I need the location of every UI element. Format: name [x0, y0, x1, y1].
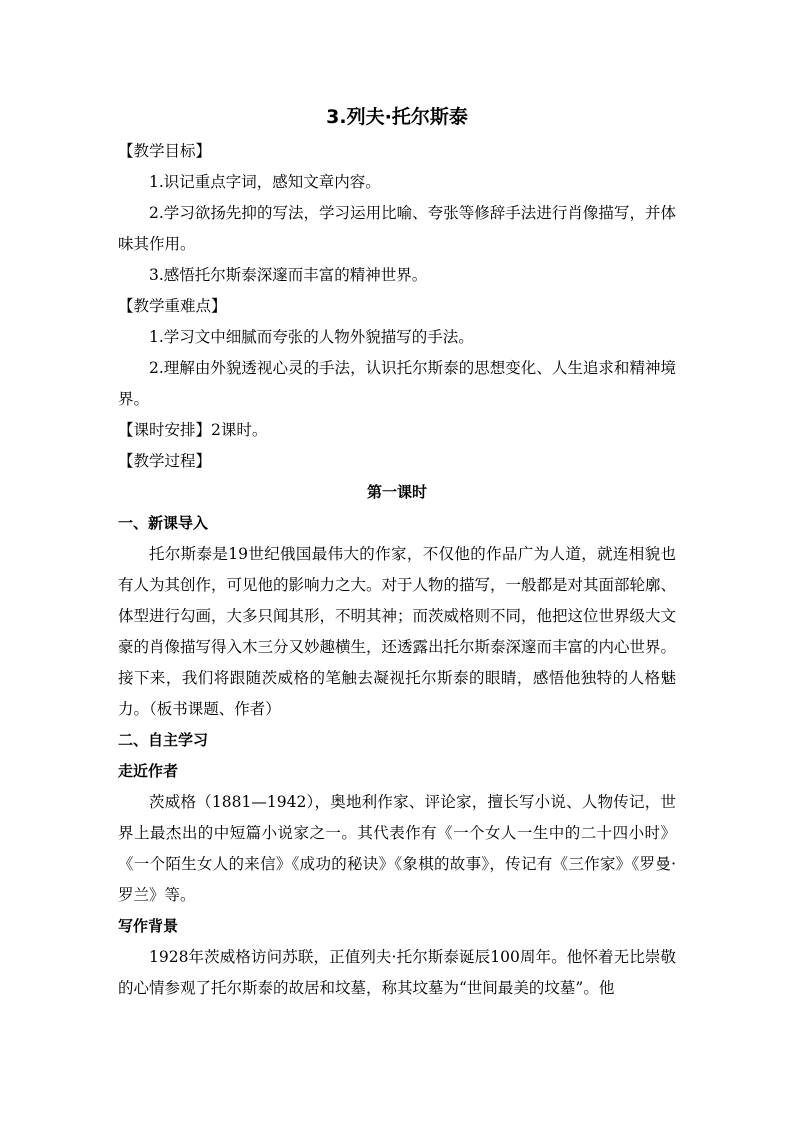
difficulties-heading: 【教学重难点】	[118, 297, 227, 315]
author-paragraph: 茨威格（1881—1942），奥地利作家、评论家，擅长写小说、人物传记，世界上最杰出的中短篇小说家之一。其代表作有《一个女人一生中的二十四小时》《一个陌生女人的来信》《成功的秘诀》《象棋的故事》，传记有《三作家》《罗曼·罗兰》等。	[118, 793, 676, 904]
background-heading: 写作背景	[118, 917, 179, 935]
schedule-line	[118, 415, 676, 446]
goal-item-2: 2.学习欲扬先抑的写法，学习运用比喻、夸张等修辞手法进行肖像描写，并体味其作用。	[118, 204, 676, 253]
schedule-heading: 【课时安排】	[118, 421, 212, 439]
difficulty-item-1: 1.学习文中细腻而夸张的人物外貌描写的手法。	[149, 328, 474, 346]
goal-item-1: 1.识记重点字词，感知文章内容。	[149, 173, 381, 191]
goals-heading: 【教学目标】	[118, 142, 212, 160]
lesson-title: 第一课时	[366, 483, 427, 501]
author-heading: 走近作者	[118, 762, 179, 780]
goal-item-3: 3.感悟托尔斯泰深邃而丰富的精神世界。	[149, 266, 428, 284]
difficulty-item-2: 2.理解由外貌透视心灵的手法，认识托尔斯泰的思想变化、人生追求和精神境界。	[118, 359, 676, 408]
document-title: 3.列夫·托尔斯泰	[326, 106, 468, 128]
document-page	[118, 100, 676, 1004]
section2-heading: 二、自主学习	[118, 731, 209, 749]
process-heading: 【教学过程】	[118, 452, 212, 470]
background-paragraph: 1928年茨威格访问苏联，正值列夫·托尔斯泰诞辰100周年。他怀着无比崇敬的心情参观了托尔斯泰的故居和坟墓，称其坟墓为“世间最美的坟墓”。他	[118, 948, 676, 997]
section1-paragraph: 托尔斯泰是19世纪俄国最伟大的作家，不仅他的作品广为人道，就连相貌也有人为其创作，可见他的影响力之大。对于人物的描写，一般都是对其面部轮廓、体型进行勾画，大多只闻其形，不明其神；而茨威格则不同，他把这位世界级大文豪的肖像描写得入木三分又妙趣横生，还透露出托尔斯泰深邃而丰富的内心世界。接下来，我们将跟随茨威格的笔触去凝视托尔斯泰的眼睛，感悟他独特的人格魅力。（板书课题、作者）	[118, 545, 677, 718]
schedule-value: 2课时。	[211, 421, 268, 439]
section1-heading: 一、新课导入	[118, 514, 209, 532]
